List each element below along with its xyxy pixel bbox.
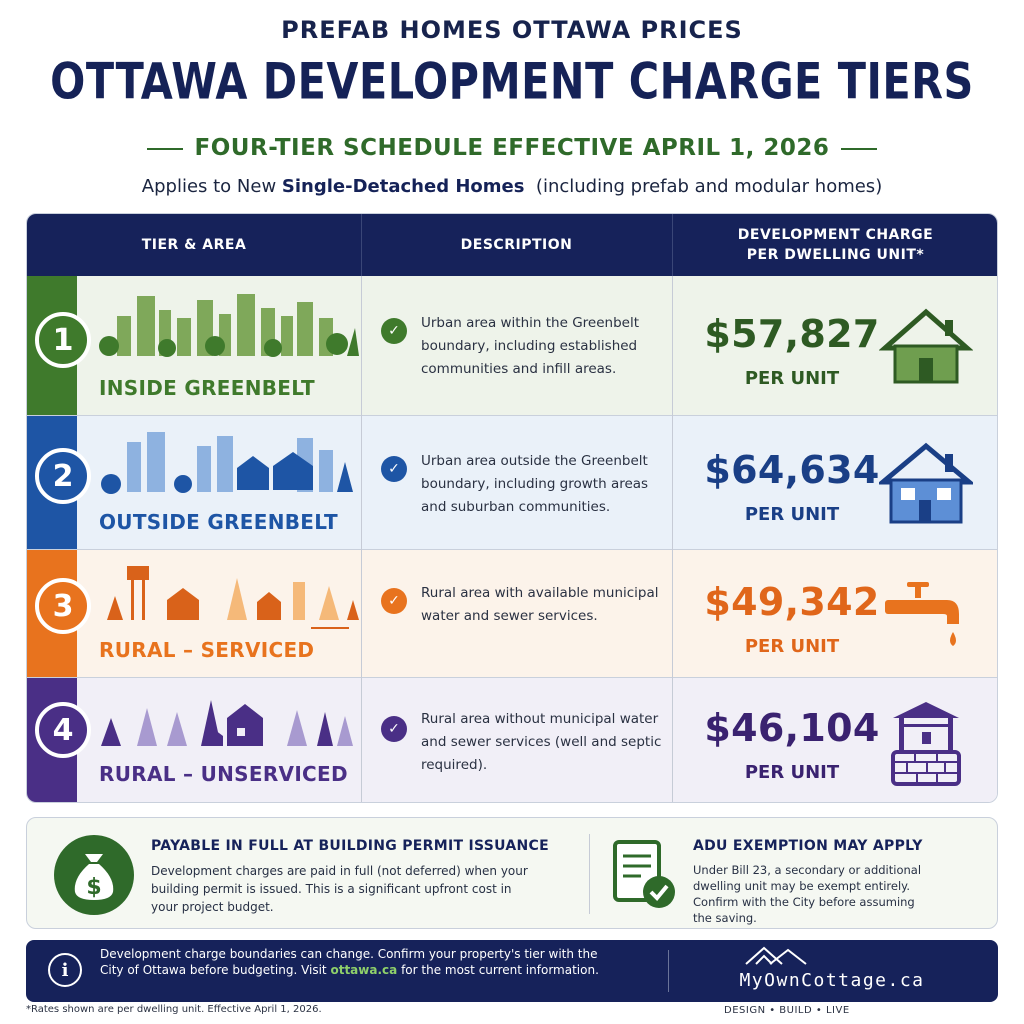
footer-text: Development charge boundaries can change. Confirm your property's tier with the City of Ottawa before budgeting. Visit ottawa.ca for the most current information. xyxy=(100,947,599,977)
permit-title: PAYABLE IN FULL AT BUILDING PERMIT ISSUANCE xyxy=(151,838,549,854)
tier-number: 1 xyxy=(35,312,91,368)
column-header-tier: TIER & AREA xyxy=(141,237,247,253)
footnote: *Rates shown are per dwelling unit. Effective April 1, 2026. xyxy=(26,1004,322,1015)
info-panel xyxy=(26,817,998,929)
tier-unit: PER UNIT xyxy=(744,762,840,783)
adu-title: ADU EXEMPTION MAY APPLY xyxy=(693,838,923,854)
table-row xyxy=(27,678,998,803)
tier-price: $46,104 xyxy=(704,706,880,750)
tier-number: 4 xyxy=(35,702,91,758)
tier-unit: PER UNIT xyxy=(744,504,840,525)
svg-text:$: $ xyxy=(86,875,102,900)
check-icon: ✓ xyxy=(381,318,407,344)
applies-line xyxy=(0,176,1024,197)
kicker-title: PREFAB HOMES OTTAWA PRICES xyxy=(281,16,743,44)
water-tap-icon xyxy=(879,580,973,660)
table-row xyxy=(27,416,998,550)
column-header-description: DESCRIPTION xyxy=(460,237,573,253)
applies-suffix: (including prefab and modular homes) xyxy=(535,176,883,197)
table-row xyxy=(27,550,998,678)
tier-number: 2 xyxy=(35,448,91,504)
applies-prefix: Applies to New xyxy=(141,176,277,197)
tier-price: $64,634 xyxy=(704,448,880,492)
money-bag-icon xyxy=(53,834,135,916)
adu-text: Under Bill 23, a secondary or additional dwelling unit may be exempt entirely. Confirm with the City before assuming the saving. xyxy=(693,863,922,925)
two-storey-house-icon xyxy=(879,442,973,526)
checklist-icon xyxy=(611,838,681,912)
main-title: OTTAWA DEVELOPMENT CHARGE TIERS xyxy=(50,51,974,111)
tier-unit: PER UNIT xyxy=(744,368,840,389)
table-header xyxy=(27,214,998,276)
table-row xyxy=(27,276,998,416)
cottage-logo-icon xyxy=(742,944,812,966)
permit-text: Development charges are paid in full (not deferred) when your building permit is issued. This is a significant upfront cost in your project budget. xyxy=(151,864,528,914)
forest-house-icon xyxy=(97,690,359,752)
rural-water-tower-icon xyxy=(97,560,359,636)
check-icon: ✓ xyxy=(381,588,407,614)
tier-area: OUTSIDE GREENBELT xyxy=(99,510,338,534)
charge-table xyxy=(26,213,998,803)
tier-area: RURAL – SERVICED xyxy=(99,638,315,662)
divider-left xyxy=(147,148,183,150)
tier-description: Urban area outside the Greenbelt boundary, including growth areas and suburban communities. xyxy=(421,453,649,515)
brand-tagline: DESIGN • BUILD • LIVE xyxy=(724,1005,850,1016)
tier-price: $57,827 xyxy=(704,312,880,356)
tier-unit: PER UNIT xyxy=(744,636,840,657)
footer-bar xyxy=(26,940,998,1002)
tier-number: 3 xyxy=(35,578,91,634)
city-skyline-icon xyxy=(97,288,359,358)
suburb-skyline-icon xyxy=(97,428,359,496)
divider-right xyxy=(841,148,877,150)
tier-description: Rural area without municipal water and sewer services (well and septic required). xyxy=(421,711,662,773)
brand-name: MyOwnCottage.ca xyxy=(739,970,925,991)
tier-area: INSIDE GREENBELT xyxy=(99,376,315,400)
schedule-subtitle xyxy=(0,135,1024,161)
column-header-charge: DEVELOPMENT CHARGE PER DWELLING UNIT* xyxy=(737,227,934,263)
tier-area: RURAL – UNSERVICED xyxy=(99,762,348,786)
house-icon xyxy=(879,306,973,386)
subtitle-text: FOUR-TIER SCHEDULE EFFECTIVE APRIL 1, 2026 xyxy=(194,135,830,161)
tier-price: $49,342 xyxy=(704,580,880,624)
water-well-icon xyxy=(879,696,973,788)
tier-description: Urban area within the Greenbelt boundary, including established communities and infill areas. xyxy=(421,315,640,377)
check-icon: ✓ xyxy=(381,716,407,742)
check-icon: ✓ xyxy=(381,456,407,482)
applies-bold: Single-Detached Homes xyxy=(281,176,525,197)
info-icon: i xyxy=(48,953,82,987)
tier-description: Rural area with available municipal water and sewer services. xyxy=(421,585,659,624)
ottawa-link[interactable]: ottawa.ca xyxy=(330,963,398,977)
